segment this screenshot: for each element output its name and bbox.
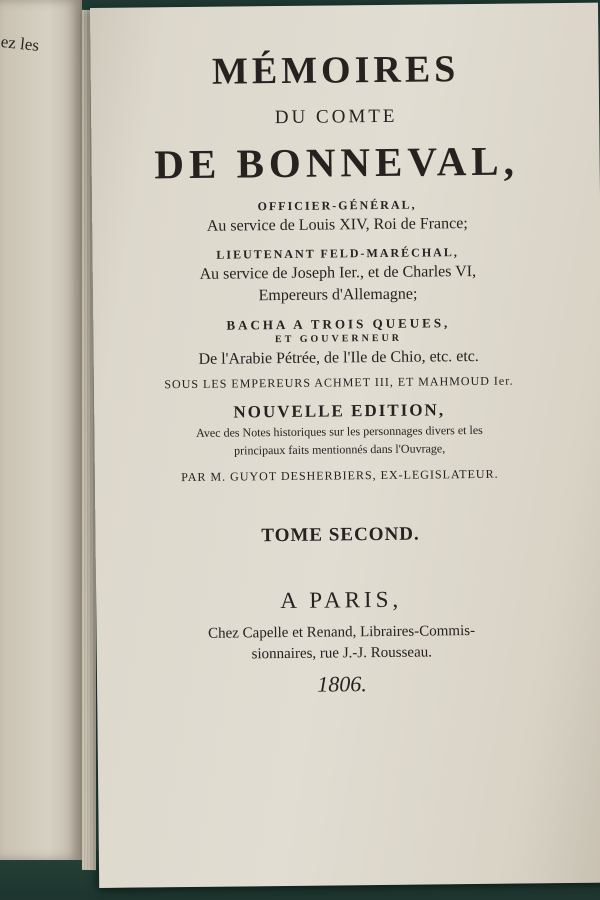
left-page (0, 0, 82, 860)
publisher-line-2: sionnaires, rue J.-J. Rousseau. (251, 644, 433, 663)
book-subtitle: DU COMTE (274, 105, 398, 129)
service-joseph: Au service de Joseph Ier., et de Charles VI, (199, 262, 477, 283)
author-line: PAR M. GUYOT DESHERBIERS, EX-LEGISLATEUR. (181, 466, 499, 485)
notes-line-2: principaux faits mentionnés dans l'Ouvrage, (234, 441, 446, 458)
rank-officier: OFFICIER-GÉNÉRAL, (257, 197, 417, 214)
service-louis: Au service de Louis XIV, Roi de France; (206, 215, 468, 235)
title-page-content (100, 49, 577, 698)
service-emperors: SOUS LES EMPEREURS ACHMET III, ET MAHMOUD Ier. (164, 373, 514, 392)
subject-name: DE BONNEVAL, (154, 137, 520, 188)
notes-line-1: Avec des Notes historiques sur les personnages divers et les (196, 422, 483, 440)
book-title: MÉMOIRES (211, 48, 460, 93)
service-empereurs: Empereurs d'Allemagne; (258, 285, 418, 305)
left-page-text: ez les (0, 32, 41, 55)
rank-bacha: BACHA A TROIS QUEUES, (226, 315, 451, 333)
service-arabie: De l'Arabie Pétrée, de l'Ile de Chio, etc. etc. (198, 347, 479, 368)
edition-label: NOUVELLE EDITION, (233, 400, 446, 422)
rank-gouverneur: ET GOUVERNEUR (274, 332, 402, 346)
publication-year: 1806. (317, 671, 367, 697)
title-page (90, 3, 600, 888)
rank-lieutenant: LIEUTENANT FELD-MARÉCHAL, (216, 245, 459, 262)
publisher-line-1: Chez Capelle et Renand, Libraires-Commis- (207, 623, 476, 642)
volume-label: TOME SECOND. (261, 523, 420, 547)
place-of-publication: A PARIS, (280, 586, 403, 614)
